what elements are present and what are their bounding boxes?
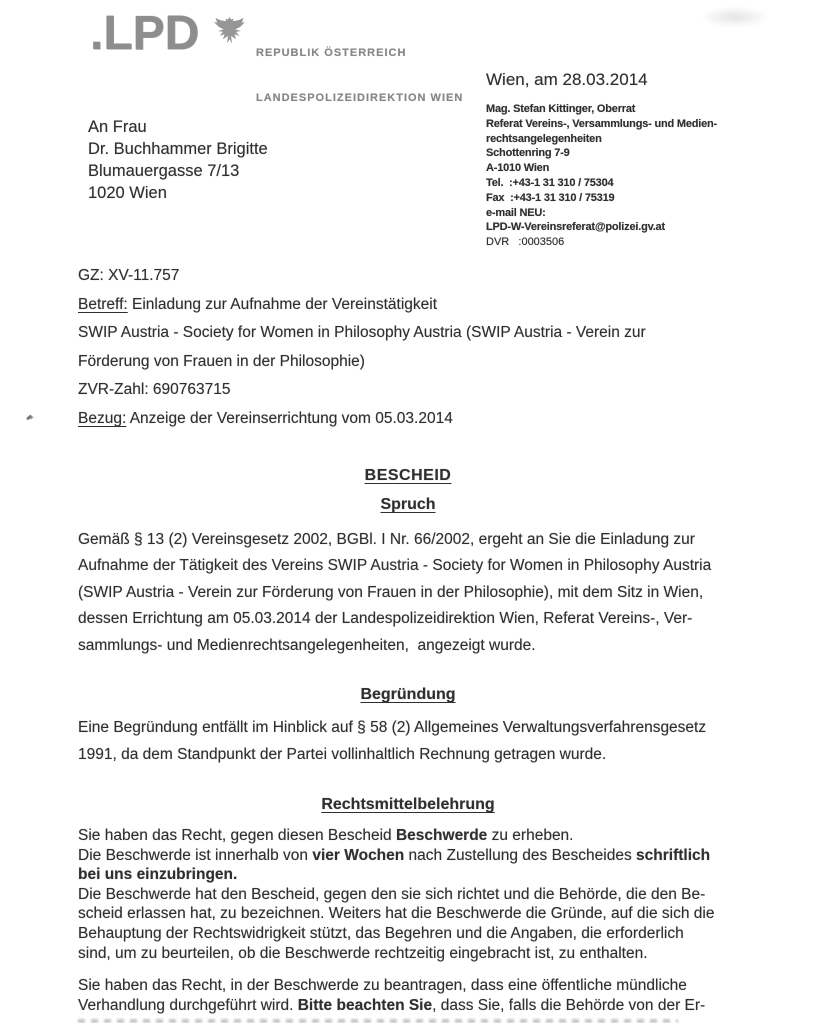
- rechtsmittel-heading: Rechtsmittelbelehrung: [321, 796, 495, 813]
- lpd-logo-text: .LPD: [90, 7, 200, 60]
- betreff-text: Einladung zur Aufnahme der Vereinstätigkeit: [127, 295, 438, 313]
- contact-tel-line: Tel. :+43-1 31 310 / 75304: [486, 176, 614, 189]
- rechtsmittel-line-6: Behauptung der Rechtswidrigkeit stützt, das Begehren und die Angaben, die erforderlich: [78, 924, 684, 942]
- zvr-line: ZVR-Zahl: 690763715: [78, 381, 231, 399]
- betreff-label: Betreff:: [78, 295, 128, 313]
- stray-pen-mark: [26, 414, 32, 420]
- contact-name-line: Mag. Stefan Kittinger, Oberrat: [486, 103, 636, 115]
- recipient-street: Blumauergasse 7/13: [88, 162, 240, 180]
- contact-email-line: LPD-W-Vereinsreferat@polizei.gv.at: [486, 221, 665, 234]
- gz-line: GZ: XV-11.757: [78, 267, 180, 284]
- rm-text: nach Zustellung des Bescheides: [404, 846, 637, 864]
- org-name-block: [256, 16, 463, 136]
- rechtsmittel-line-5: scheid erlassen hat, zu bezeichnen. Weiters hat die Beschwerde die Gründe, auf die sich die: [78, 905, 715, 923]
- rm-text: Sie haben das Recht, gegen diesen Bescheid: [78, 827, 396, 844]
- spruch-heading: Spruch: [380, 496, 436, 513]
- date-line: Wien, am 28.03.2014: [486, 70, 648, 89]
- begruendung-heading: Begründung: [360, 686, 456, 703]
- recipient-salutation: An Frau: [88, 118, 147, 136]
- rechtsmittel-paragraph-1: [78, 826, 714, 963]
- rechtsmittel-line-1: [78, 826, 714, 846]
- contact-referat-line: Referat Vereins-, Versammlungs- und Medien-: [486, 117, 718, 130]
- reference-block: [78, 262, 646, 434]
- scan-smudge: [700, 6, 770, 28]
- rm-bold-schriftlich: schriftlich: [636, 846, 711, 864]
- rechtsmittel-line-8: Sie haben das Recht, in der Beschwerde zu beantragen, dass eine öffentliche mündliche: [78, 977, 687, 994]
- begruendung-paragraph: [78, 714, 706, 768]
- spruch-line-3: (SWIP Austria - Verein zur Förderung von Frauen in der Philosophie), mit dem Sitz in Wien,: [78, 583, 704, 601]
- recipient-name: Dr. Buchhammer Brigitte: [88, 140, 268, 158]
- rm-bold-bitte-beachten: Bitte beachten Sie: [297, 997, 433, 1014]
- begruendung-line-1: Eine Begründung entfällt im Hinblick auf § 58 (2) Allgemeines Verwaltungsverfahrensgesetz: [78, 719, 707, 736]
- rechtsmittel-line-2: [78, 846, 714, 866]
- austrian-eagle-icon: [213, 17, 246, 45]
- spruch-line-2: Aufnahme der Tätigkeit des Vereins SWIP Austria - Society for Women in Philosophy Austria: [78, 557, 712, 575]
- rm-text: Verhandlung durchgeführt wird.: [78, 997, 298, 1014]
- rm-text: Die Beschwerde ist innerhalb von: [78, 846, 313, 864]
- bezug-text: Anzeige der Vereinserrichtung vom 05.03.2014: [126, 409, 453, 427]
- rm-bold-vier-wochen: vier Wochen: [312, 846, 405, 864]
- spruch-line-1: Gemäß § 13 (2) Vereinsgesetz 2002, BGBl. I Nr. 66/2002, ergeht an Sie die Einladung zur: [78, 531, 695, 548]
- rechtsmittel-line-9: [78, 996, 705, 1016]
- bezug-label: Bezug:: [78, 409, 127, 427]
- subject-line-3: Förderung von Frauen in der Philosophie): [78, 352, 365, 370]
- contact-dvr-line: DVR :0003506: [486, 236, 565, 249]
- betreff-line: [78, 291, 646, 320]
- rm-text: , dass Sie, falls die Behörde von der Er-: [432, 997, 706, 1014]
- spruch-line-4: dessen Errichtung am 05.03.2014 der Landespolizeidirektion Wien, Referat Vereins-, Ver-: [78, 610, 693, 628]
- cutoff-next-line-hint: [78, 1019, 678, 1023]
- contact-referat-line-2: rechtsangelegenheiten: [486, 132, 602, 145]
- begruendung-line-2: 1991, da dem Standpunkt der Partei vollinhaltlich Rechnung getragen wurde.: [78, 746, 607, 763]
- sender-contact-block: [486, 102, 717, 250]
- spruch-paragraph: [78, 527, 711, 659]
- rm-bold-beschwerde: Beschwerde: [395, 827, 488, 844]
- contact-fax-line: Fax :+43-1 31 310 / 75319: [486, 191, 615, 204]
- recipient-address-block: [88, 116, 268, 204]
- org-line-direktion: LANDESPOLIZEIDIREKTION WIEN: [256, 92, 464, 104]
- rechtsmittel-line-4: Die Beschwerde hat den Bescheid, gegen den sie sich richtet und die Behörde, die den Be-: [78, 885, 706, 903]
- rm-text: zu erheben.: [487, 827, 574, 844]
- subject-line-2: SWIP Austria - Society for Women in Philosophy Austria (SWIP Austria - Verein zur: [78, 324, 646, 342]
- bescheid-heading: BESCHEID: [364, 467, 452, 484]
- contact-email-label-line: e-mail NEU:: [486, 206, 546, 219]
- contact-street-line: Schottenring 7-9: [486, 147, 570, 160]
- org-line-republik: REPUBLIK ÖSTERREICH: [256, 47, 407, 59]
- rechtsmittel-line-3: bei uns einzubringen.: [78, 866, 238, 884]
- bezug-line: [78, 405, 646, 434]
- rechtsmittel-paragraph-2: [78, 976, 705, 1016]
- contact-city-line: A-1010 Wien: [486, 162, 550, 175]
- rechtsmittel-line-7: sind, um zu beurteilen, ob die Beschwerde rechtzeitig eingebracht ist, zu enthalten.: [78, 944, 648, 962]
- spruch-line-5: sammlungs- und Medienrechtsangelegenheiten, angezeigt wurde.: [78, 636, 536, 654]
- recipient-city: 1020 Wien: [88, 184, 167, 202]
